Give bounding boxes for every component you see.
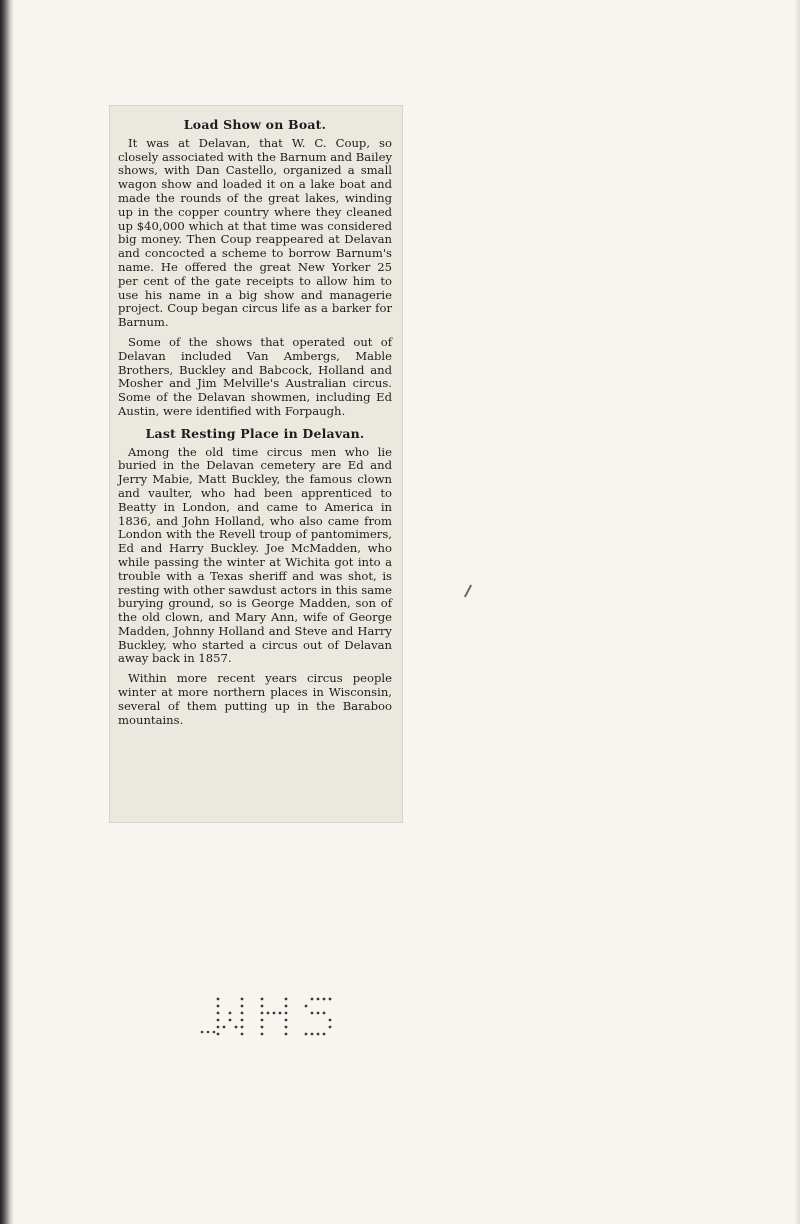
perforation-dot <box>261 1026 264 1029</box>
section-heading-load-show: Load Show on Boat. <box>183 117 327 132</box>
perforation-dot <box>311 1012 314 1015</box>
perforation-dot <box>285 1033 288 1036</box>
perforated-stamp <box>200 996 360 1040</box>
perforation-dot <box>273 1012 276 1015</box>
paragraph-circus-men: Among the old time circus men who lie buried in the Delavan cemetery are Ed and Jerry Mabie, Matt Buckley, the famous clown and vaulter, who had been apprenticed to Beatty in London, and came to America in 1836, and John Holland, who also came from London with the Revell troup of pantomimers, Ed and Harry Buckley. Joe McMadden, who while passing the winter at Wichita got into a trouble with a Texas sheriff and was shot, is resting with other sawdust actors in this same burying ground, so is George Madden, son of the old clown, and Mary Ann, wife of George Madden, Johnny Holland and Steve and Harry Buckley, who started a circus out of Delavan away back in 1857. <box>118 444 392 666</box>
perforation-dot <box>329 1019 332 1022</box>
perforation-dot <box>241 998 244 1001</box>
perforation-dot <box>213 1031 216 1034</box>
perforation-dot <box>229 1019 232 1022</box>
perforation-dot <box>279 1012 282 1015</box>
perforation-dot <box>217 1033 220 1036</box>
perforation-dot <box>241 1019 244 1022</box>
perforation-dot <box>217 1019 220 1022</box>
perforation-dot <box>261 1012 264 1015</box>
perforation-dot <box>241 1026 244 1029</box>
perforation-dot <box>285 1005 288 1008</box>
perforation-dot <box>311 1033 314 1036</box>
perforation-dot <box>261 1033 264 1036</box>
perforation-dot <box>323 1012 326 1015</box>
perforation-dot <box>201 1031 204 1034</box>
paragraph-shows: Some of the shows that operated out of Delavan included Van Ambergs, Mable Brothers, Buckley and Babcock, Holland and Mosher and Jim Melville's Australian circus. Some of the Delavan showmen, including Ed Austin, were identified with Forpaugh. <box>118 334 392 418</box>
perforation-dot <box>217 1005 220 1008</box>
perforation-dot <box>241 1012 244 1015</box>
perforation-dot <box>261 1005 264 1008</box>
perforation-dots <box>201 998 332 1036</box>
perforation-dot <box>329 998 332 1001</box>
perforation-dot <box>305 1033 308 1036</box>
perforation-dot <box>261 998 264 1001</box>
pencil-mark <box>464 584 472 597</box>
perforation-dot <box>267 1012 270 1015</box>
perforation-dot <box>241 1005 244 1008</box>
perforation-dot <box>223 1026 226 1029</box>
perforation-dot <box>235 1026 238 1029</box>
perforation-dot <box>217 1012 220 1015</box>
perforation-dot <box>311 998 314 1001</box>
perforation-dot <box>217 1026 220 1029</box>
perforation-dot <box>241 1033 244 1036</box>
perforation-dot <box>323 1033 326 1036</box>
perforation-dot <box>317 1012 320 1015</box>
perforation-dot <box>217 998 220 1001</box>
perforation-dot <box>285 1019 288 1022</box>
perforation-dot <box>285 998 288 1001</box>
perforation-dot <box>285 1026 288 1029</box>
perforation-dot <box>285 1012 288 1015</box>
perforation-dot <box>317 1033 320 1036</box>
perforation-dot <box>207 1031 210 1034</box>
paragraph-recent-years: Within more recent years circus people winter at more northern places in Wisconsin, several of them putting up in the Baraboo mountains. <box>118 671 392 727</box>
section-heading-last-resting: Last Resting Place in Delavan. <box>145 425 365 441</box>
perforation-dot <box>229 1012 232 1015</box>
perforation-dot <box>261 1019 264 1022</box>
page-binding-shadow <box>0 0 14 1224</box>
perforation-dot <box>323 998 326 1001</box>
perforation-dot <box>329 1026 332 1029</box>
page-edge <box>794 0 800 1224</box>
perforation-dot <box>305 1005 308 1008</box>
clipping-text-column <box>114 110 398 818</box>
newspaper-clipping <box>110 106 402 822</box>
perforation-dot <box>317 998 320 1001</box>
paragraph-coup: It was at Delavan, that W. C. Coup, so closely associated with the Barnum and Bailey shows, with Dan Castello, organized a small wagon show and loaded it on a lake boat and made the rounds of the great lakes, winding up in the copper country where they cleaned up $40,000 which at that time was considered big money. Then Coup reappeared at Delavan and concocted a scheme to borrow Barnum's name. He offered the great New Yorker 25 per cent of the gate receipts to allow him to use his name in a big show and managerie project. Coup began circus life as a barker for Barnum. <box>118 135 392 330</box>
